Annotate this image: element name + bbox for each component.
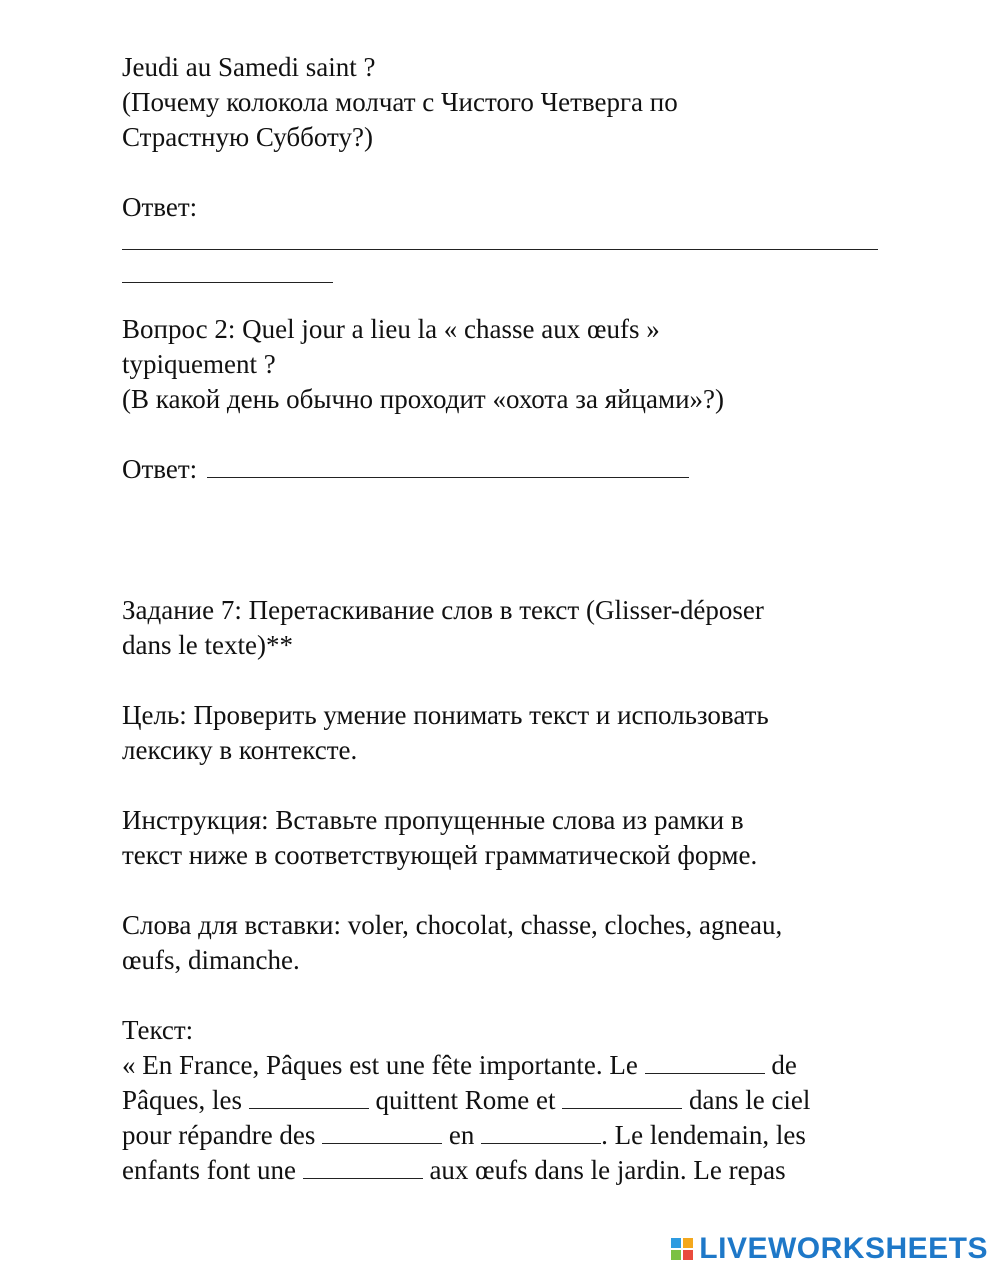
question1-line: (Почему колокола молчат с Чистого Четверга по [122,87,678,117]
task7-title-line: Задание 7: Перетаскивание слов в текст (Glisser-déposer [122,595,764,625]
cloze-segment: quittent Rome et [375,1085,556,1115]
answer1-label: Ответ: [122,192,198,222]
task7-instruction [122,803,882,873]
task7-title-line: dans le texte)** [122,630,293,660]
cloze-segment: dans le ciel [688,1085,811,1115]
cloze-segment: de [771,1050,797,1080]
task7-word-bank [122,908,882,978]
question1-text [122,50,882,155]
question1-line: Jeudi au Samedi saint ? [122,52,376,82]
cloze-line [122,1118,882,1153]
task7-title [122,593,882,663]
liveworksheets-logo[interactable] [671,1232,988,1266]
task7-goal [122,698,882,768]
cloze-blank-4[interactable] [322,1121,442,1144]
answer2-blank[interactable] [207,455,689,478]
cloze-segment: aux œufs dans le jardin. Le repas [429,1155,786,1185]
cloze-line [122,1083,882,1118]
cloze-segment: Pâques, les [122,1085,242,1115]
answer1-line[interactable] [122,225,878,250]
cloze-line [122,1153,882,1188]
question1-line: Страстную Субботу?) [122,122,373,152]
task7-instruction-line: текст ниже в соответствующей грамматической форме. [122,840,758,870]
brand-name: LIVEWORKSHEETS [699,1232,988,1265]
task7-goal-line: Цель: Проверить умение понимать текст и использовать [122,700,769,730]
answer1-line-continued[interactable] [122,250,333,283]
word-bank-line: œufs, dimanche. [122,945,300,975]
cloze-blank-6[interactable] [303,1156,423,1179]
cloze-blank-5[interactable] [481,1121,601,1144]
answer2-row [122,452,882,487]
cloze-blank-3[interactable] [562,1086,682,1109]
question2-line: (В какой день обычно проходит «охота за яйцами»?) [122,384,725,414]
cloze-segment: pour répandre des [122,1120,316,1150]
cloze-blank-2[interactable] [249,1086,369,1109]
cloze-blank-1[interactable] [645,1051,765,1074]
word-bank-line: Слова для вставки: voler, chocolat, chasse, cloches, agneau, [122,910,783,940]
logo-mark-icon [671,1238,693,1260]
worksheet-page [122,50,882,1188]
cloze-segment: « En France, Pâques est une fête importante. Le [122,1050,638,1080]
question2-text [122,312,882,417]
question2-line: typiquement ? [122,349,276,379]
cloze-segment: en [448,1120,475,1150]
cloze-segment: enfants font une [122,1155,296,1185]
cloze-line [122,1048,882,1083]
cloze-text [122,1048,882,1188]
text-label: Текст: [122,1015,194,1045]
cloze-segment: . Le lendemain, les [601,1120,806,1150]
task7-instruction-line: Инструкция: Вставьте пропущенные слова из рамки в [122,805,744,835]
task7-goal-line: лексику в контексте. [122,735,358,765]
answer2-label: Ответ: [122,454,198,484]
question2-line: Вопрос 2: Quel jour a lieu la « chasse aux œufs » [122,314,660,344]
